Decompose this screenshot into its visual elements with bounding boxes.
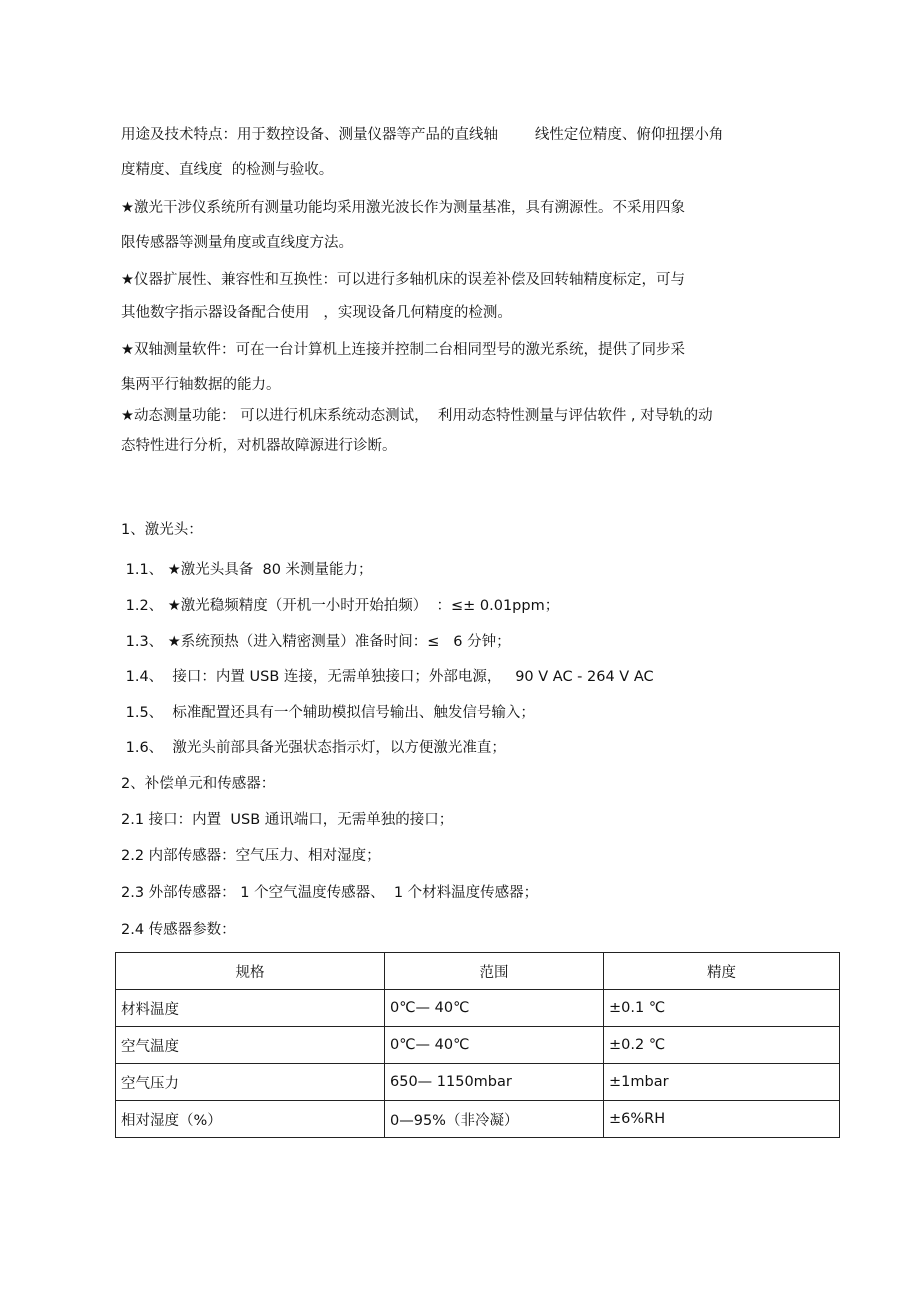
cell: 空气压力 [116, 1064, 385, 1101]
text-line: ★激光干涉仪系统所有测量功能均采用激光波长作为测量基准，具有溯源性。不采用四象 [121, 200, 685, 216]
text-line: 其他数字指示器设备配合使用 ，实现设备几何精度的检测。 [121, 305, 512, 321]
cell: ±0.2 ℃ [604, 1027, 840, 1064]
cell: 0℃— 40℃ [385, 1027, 604, 1064]
spec-line: 2.2 内部传感器：空气压力、相对湿度； [121, 848, 381, 864]
text-line: 用途及技术特点：用于数控设备、测量仪器等产品的直线轴 线性定位精度、俯仰扭摆小角 [121, 127, 724, 143]
cell: 0—95%（非冷凝） [385, 1101, 604, 1138]
cell: 650— 1150mbar [385, 1064, 604, 1101]
text-line: 度精度、直线度 的检测与验收。 [121, 162, 334, 178]
cell: ±1mbar [604, 1064, 840, 1101]
table-row [116, 1027, 840, 1064]
table-row [116, 1101, 840, 1138]
cell: 0℃— 40℃ [385, 990, 604, 1027]
text-line: ★仪器扩展性、兼容性和互换性：可以进行多轴机床的误差补偿及回转轴精度标定，可与 [121, 272, 685, 288]
cell: 相对湿度（%） [116, 1101, 385, 1138]
text-line: ★双轴测量软件：可在一台计算机上连接并控制二台相同型号的激光系统，提供了同步采 [121, 342, 685, 358]
spec-line: 1.6、 激光头前部具备光强状态指示灯，以方便激光准直； [121, 740, 506, 756]
header-accuracy: 精度 [604, 953, 840, 990]
text-line: 集两平行轴数据的能力。 [121, 377, 281, 393]
spec-line: 2.1 接口：内置 USB 通讯端口，无需单独的接口； [121, 812, 454, 828]
cell: 材料温度 [116, 990, 385, 1027]
spec-line: 2、补偿单元和传感器： [121, 776, 276, 792]
cell: ±6%RH [604, 1101, 840, 1138]
header-spec: 规格 [116, 953, 385, 990]
table-header-row [116, 953, 840, 990]
text-line: ★动态测量功能： 可以进行机床系统动态测试， 利用动态特性测量与评估软件 , 对导轨的动 [121, 408, 713, 424]
spec-line: 1.5、 标准配置还具有一个辅助模拟信号输出、触发信号输入； [121, 705, 535, 721]
table-row [116, 1064, 840, 1101]
spec-line: 1.3、 ★系统预热（进入精密测量）准备时间：≤ 6 分钟； [121, 634, 511, 650]
cell: 空气温度 [116, 1027, 385, 1064]
spec-line: 1.2、 ★激光稳频精度（开机一小时开始拍频） ：≤± 0.01ppm； [121, 598, 560, 614]
header-range: 范围 [385, 953, 604, 990]
sensor-parameters-table [115, 952, 840, 1138]
spec-line: 2.4 传感器参数： [121, 922, 236, 938]
cell: ±0.1 ℃ [604, 990, 840, 1027]
text-line: 态特性进行分析，对机器故障源进行诊断。 [121, 438, 397, 454]
spec-line: 2.3 外部传感器： 1 个空气温度传感器、 1 个材料温度传感器； [121, 885, 539, 901]
spec-line: 1.1、 ★激光头具备 80 米测量能力； [121, 562, 373, 578]
table-row [116, 990, 840, 1027]
spec-line: 1.4、 接口：内置 USB 连接，无需单独接口；外部电源， 90 V AC - 264 V AC [121, 669, 654, 685]
text-line: 限传感器等测量角度或直线度方法。 [121, 235, 353, 251]
spec-line: 1、激光头： [121, 522, 203, 538]
